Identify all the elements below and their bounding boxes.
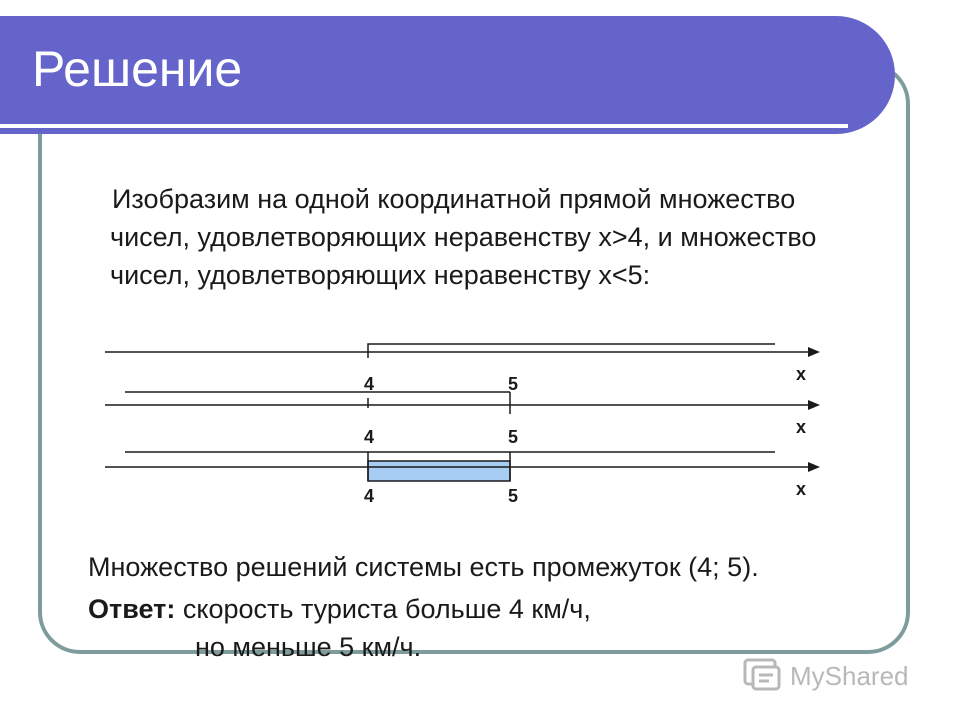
answer-line-2: но меньше 5 км/ч. [195, 632, 422, 662]
label-x-line-3: x [796, 479, 807, 499]
label-x-line-1: x [796, 364, 807, 384]
answer-text-1: скорость туриста больше 4 км/ч, [182, 594, 591, 624]
slide-title: Решение [32, 41, 243, 97]
label-x-line-2: x [796, 417, 807, 437]
arrow-3 [808, 462, 820, 472]
label-4-line-3: 4 [364, 486, 375, 506]
intersection-fill [368, 461, 510, 481]
label-4-line-2: 4 [364, 427, 375, 447]
watermark [742, 656, 909, 696]
arrow-2 [808, 400, 820, 410]
intro-text: Изобразим на одной координатной прямой множество чисел, удовлетворяющих неравенству x>4, и множество чисел, удовлетворяющих неравенству x<5: [110, 184, 817, 290]
label-5-line-3: 5 [508, 486, 519, 506]
solution-set-text: Множество решений системы есть промежуток (4; 5). [88, 552, 759, 582]
label-5-line-2: 5 [508, 427, 519, 447]
myshared-logo-icon [742, 657, 784, 695]
answer-line-1 [88, 590, 591, 628]
arrow-1 [808, 347, 820, 357]
label-4-line-1: 4 [364, 374, 375, 394]
label-5-line-1: 5 [508, 374, 519, 394]
watermark-text: MyShared [790, 660, 909, 691]
answer-label: Ответ: [88, 594, 176, 624]
set-bracket-x-gt-4 [368, 344, 775, 352]
